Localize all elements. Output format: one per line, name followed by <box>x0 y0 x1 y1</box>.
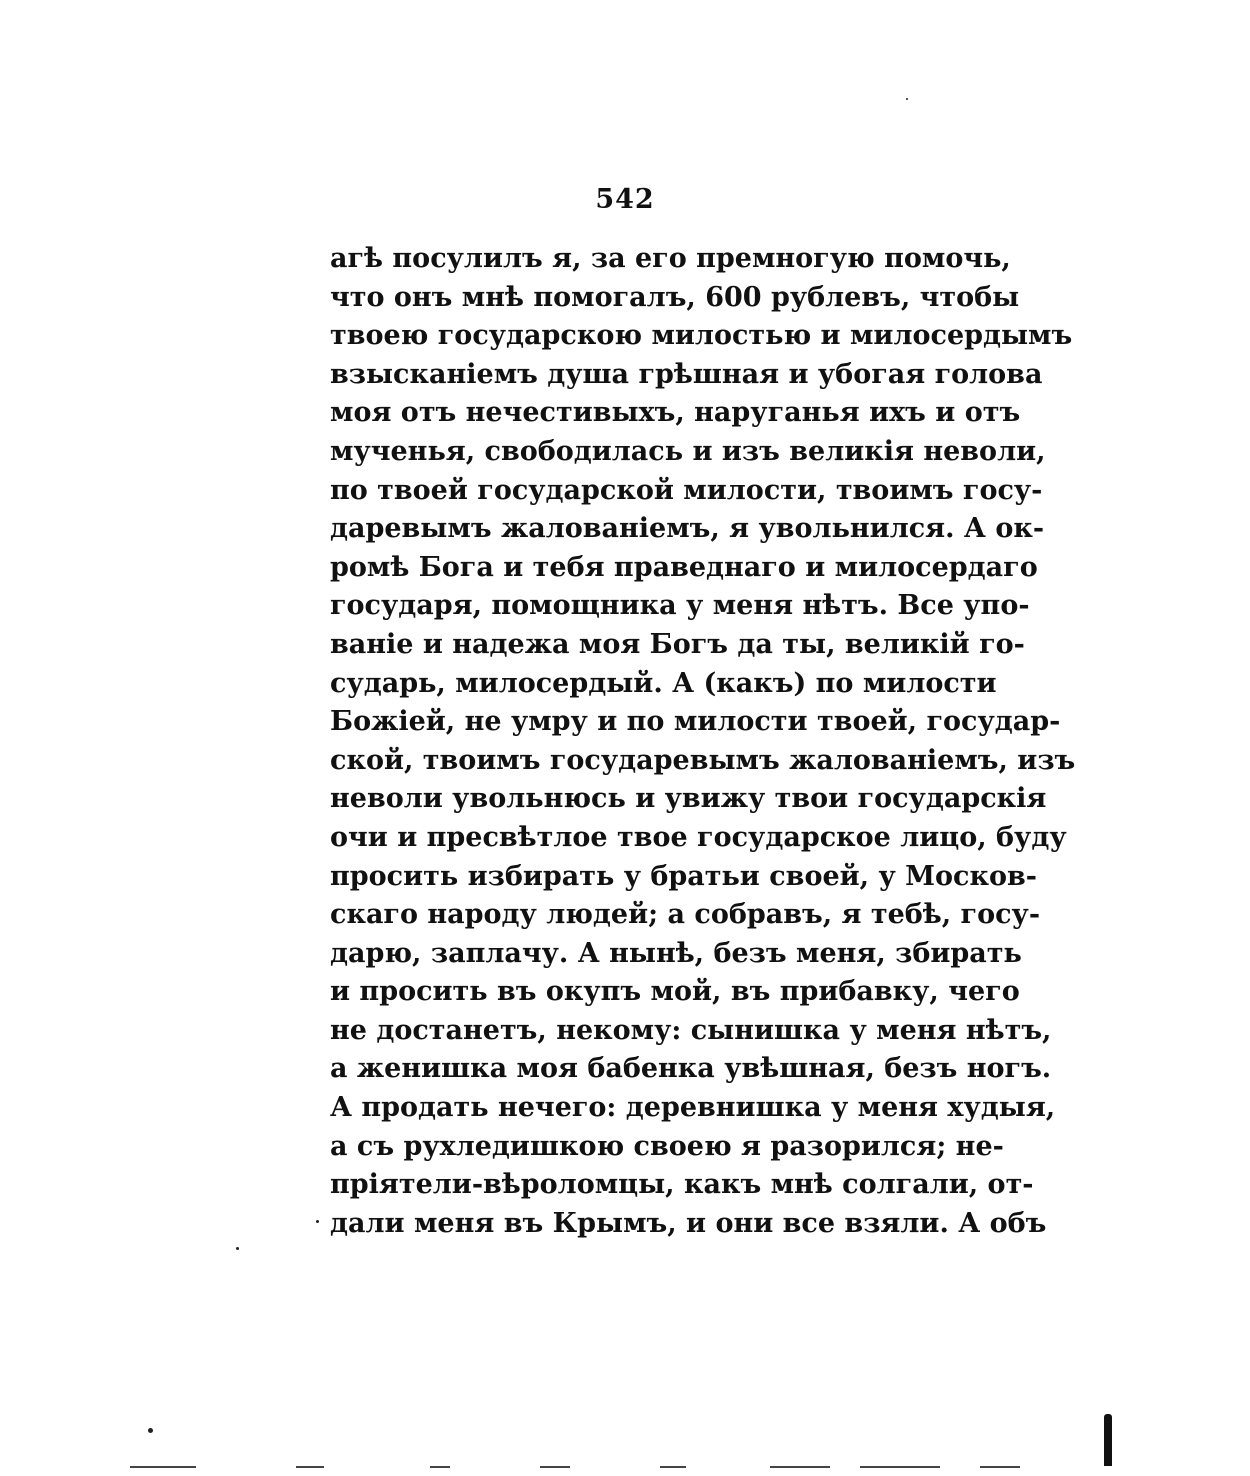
text-line: взысканіемъ душа грѣшная и убогая голова <box>330 358 1043 390</box>
text-line: государя, помощника у меня нѣтъ. Все упо- <box>330 590 1030 622</box>
scan-edge-dash <box>540 1466 570 1468</box>
text-line: очи и пресвѣтлое твое государское лицо, буду <box>330 821 1067 853</box>
scan-edge-dash <box>980 1466 1020 1468</box>
text-line: ваніе и надежа моя Богъ да ты, великій го- <box>330 628 1025 660</box>
text-line: а женишка моя бабенка увѣшная, безъ ногъ. <box>330 1053 1052 1085</box>
text-line: пріятели-вѣроломцы, какъ мнѣ солгали, от- <box>330 1169 1034 1201</box>
text-line: ромѣ Бога и тебя праведнаго и милосердаго <box>330 551 1038 583</box>
text-line: что онъ мнѣ помогалъ, 600 рублевъ, чтобы <box>330 281 1020 313</box>
scan-speck <box>906 98 908 100</box>
text-line: сударь, милосердый. А (какъ) по милости <box>330 667 997 699</box>
text-line: неволи увольнюсь и увижу твои государскія <box>330 783 1047 815</box>
page-number: 542 <box>595 184 655 215</box>
text-line: дарю, заплачу. А нынѣ, безъ меня, збирать <box>330 937 1022 969</box>
text-line: твоею государскою милостью и милосердымъ <box>330 320 1073 352</box>
body-text <box>330 240 1076 1243</box>
scan-speck <box>236 1247 239 1250</box>
text-line: а съ рухледишкою своею я разорился; не- <box>330 1130 1004 1162</box>
scan-speck <box>316 1220 319 1223</box>
text-line: моя отъ нечестивыхъ, наруганья ихъ и отъ <box>330 397 1021 429</box>
text-line: Божіей, не умру и по милости твоей, государ- <box>330 706 1061 738</box>
text-line: по твоей государской милости, твоимъ госу- <box>330 474 1043 506</box>
text-line: даревымъ жалованіемъ, я увольнился. А ок- <box>330 513 1045 545</box>
text-line: просить избирать у братьи своей, у Москов- <box>330 860 1037 892</box>
scan-edge-dash <box>430 1466 450 1468</box>
scan-edge-dash <box>296 1466 324 1468</box>
text-line: ской, твоимъ государевымъ жалованіемъ, изъ <box>330 744 1076 776</box>
text-line: дали меня въ Крымъ, и они все взяли. А объ <box>330 1207 1047 1239</box>
text-line: А продать нечего: деревнишка у меня худыя, <box>330 1092 1056 1124</box>
scan-edge-dash <box>770 1466 830 1468</box>
text-line: скаго народу людей; а собравъ, я тебѣ, госу- <box>330 899 1041 931</box>
text-line: не достанетъ, некому: сынишка у меня нѣтъ, <box>330 1014 1052 1046</box>
text-line: мученья, свободилась и изъ великія неволи, <box>330 435 1046 467</box>
scan-edge-mark <box>1104 1414 1112 1466</box>
text-line: и просить въ окупъ мой, въ прибавку, чего <box>330 976 1020 1008</box>
scan-edge-dash <box>130 1466 196 1468</box>
text-line: агѣ посулилъ я, за его премногую помочь, <box>330 243 1011 274</box>
scan-edge-dash <box>660 1466 686 1468</box>
scan-speck <box>148 1428 153 1433</box>
scan-edge-dash <box>860 1466 940 1468</box>
